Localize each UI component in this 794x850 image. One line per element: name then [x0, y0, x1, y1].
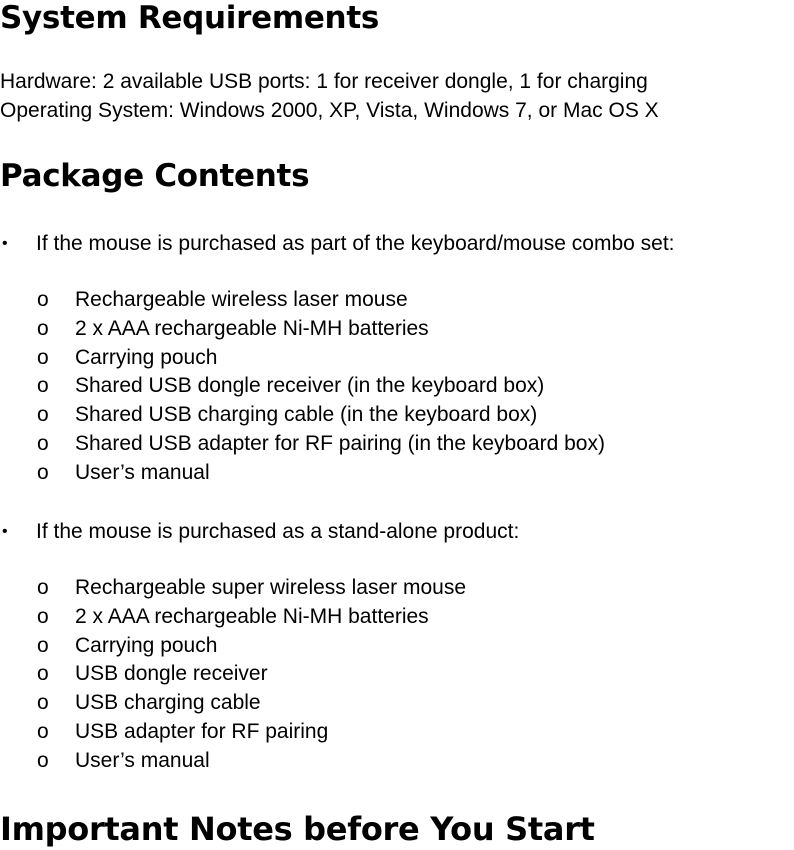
sub-bullet-icon: o — [37, 633, 49, 657]
list-item-text: USB charging cable — [75, 691, 261, 715]
list-item-text: Carrying pouch — [75, 633, 218, 657]
list-item-text: USB adapter for RF pairing — [75, 719, 329, 743]
system-requirements-heading: System Requirements — [0, 0, 379, 36]
sub-bullet-icon: o — [37, 403, 49, 427]
list-item-text: User’s manual — [75, 748, 210, 772]
combo-set-intro: If the mouse is purchased as part of the keyboard/mouse combo set: — [36, 232, 675, 255]
important-notes-heading: Important Notes before You Start — [0, 810, 595, 848]
standalone-intro: If the mouse is purchased as a stand-alone product: — [36, 520, 520, 543]
hardware-requirement: Hardware: 2 available USB ports: 1 for receiver dongle, 1 for charging — [0, 70, 648, 93]
sub-bullet-icon: o — [37, 604, 49, 628]
list-item-text: Rechargeable wireless laser mouse — [75, 288, 408, 311]
list-item-text: 2 x AAA rechargeable Ni-MH batteries — [75, 604, 429, 628]
bullet-icon: • — [2, 523, 8, 540]
list-item-text: USB dongle receiver — [75, 662, 268, 686]
sub-bullet-icon: o — [37, 576, 49, 599]
sub-bullet-icon: o — [37, 719, 49, 743]
bullet-icon: • — [2, 235, 8, 252]
list-item-text: User’s manual — [75, 460, 210, 484]
list-item-text: Rechargeable super wireless laser mouse — [75, 576, 467, 599]
os-requirement: Operating System: Windows 2000, XP, Vista, Windows 7, or Mac OS X — [0, 99, 659, 122]
list-item-text: Shared USB adapter for RF pairing (in the keyboard box) — [75, 431, 605, 455]
sub-bullet-icon: o — [37, 431, 49, 455]
sub-bullet-icon: o — [37, 662, 49, 686]
list-item-text: Shared USB dongle receiver (in the keyboard box) — [75, 374, 545, 398]
sub-bullet-icon: o — [37, 316, 49, 340]
package-contents-heading: Package Contents — [0, 158, 310, 194]
list-item-text: Carrying pouch — [75, 345, 218, 369]
sub-bullet-icon: o — [37, 691, 49, 715]
sub-bullet-icon: o — [37, 460, 49, 484]
sub-bullet-icon: o — [37, 288, 49, 311]
sub-bullet-icon: o — [37, 345, 49, 369]
sub-bullet-icon: o — [37, 374, 49, 398]
sub-bullet-icon: o — [37, 748, 49, 772]
list-item-text: Shared USB charging cable (in the keyboard box) — [75, 403, 538, 427]
list-item-text: 2 x AAA rechargeable Ni-MH batteries — [75, 316, 429, 340]
